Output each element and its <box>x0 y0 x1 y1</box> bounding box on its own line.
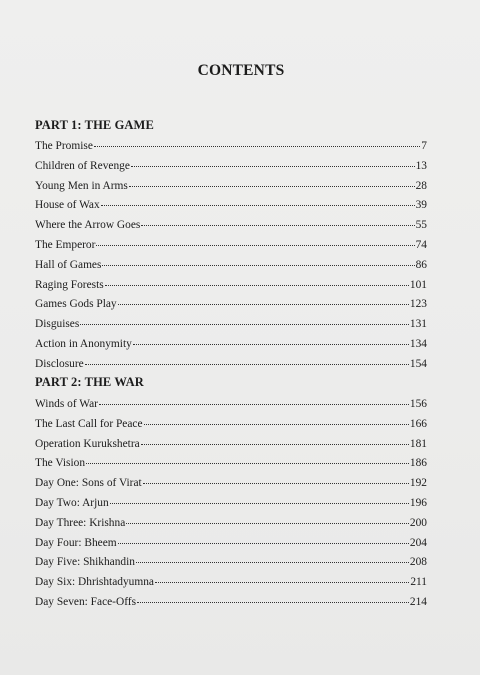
toc-entry <box>35 477 427 497</box>
toc-entry <box>35 160 427 180</box>
toc-entry <box>35 438 427 458</box>
toc-entry-title: The Promise <box>35 140 93 152</box>
toc-entry-title: Day One: Sons of Virat <box>35 477 142 490</box>
part-1-toc-list <box>35 140 427 378</box>
dot-leader <box>99 404 409 405</box>
dot-leader <box>136 562 409 563</box>
toc-entry-page-number: 134 <box>409 337 427 350</box>
toc-entry-page-number: 186 <box>409 457 427 470</box>
toc-entry <box>35 199 427 219</box>
dot-leader <box>131 166 415 167</box>
toc-entry-title: Day Two: Arjun <box>35 496 109 509</box>
page-title: CONTENTS <box>197 62 285 79</box>
toc-entry-title: Children of Revenge <box>35 159 130 172</box>
toc-entry-page-number: 200 <box>409 516 427 529</box>
dot-leader <box>141 444 409 445</box>
toc-entry <box>35 418 427 438</box>
part-2-heading: PART 2: THE WAR <box>35 375 144 389</box>
toc-entry <box>35 298 427 318</box>
dot-leader <box>118 543 409 544</box>
dot-leader <box>102 265 414 266</box>
toc-entry-title: Day Six: Dhrishtadyumna <box>35 576 154 589</box>
toc-entry-page-number: 131 <box>409 318 427 331</box>
dot-leader <box>143 483 409 484</box>
toc-entry-page-number: 208 <box>409 556 427 569</box>
dot-leader <box>96 245 414 246</box>
toc-entry-title: The Vision <box>35 457 86 470</box>
toc-entry-page-number: 74 <box>415 238 427 251</box>
toc-entry-title: Day Five: Shikhandin <box>35 556 135 569</box>
toc-entry <box>35 259 427 279</box>
toc-entry <box>35 219 427 239</box>
toc-entry-title: Raging Forests <box>35 278 104 291</box>
toc-entry-title: The Last Call for Peace <box>35 417 143 430</box>
toc-entry-title: Games Gods Play <box>35 298 117 311</box>
dot-leader <box>137 602 409 603</box>
toc-entry-page-number: 55 <box>415 219 427 232</box>
toc-entry-page-number: 204 <box>409 536 427 549</box>
toc-entry-page-number: 28 <box>415 179 427 192</box>
dot-leader <box>118 304 409 305</box>
toc-entry-page-number: 192 <box>409 477 427 490</box>
dot-leader <box>105 285 409 286</box>
part-2-toc-list <box>35 398 427 616</box>
toc-entry-title: The Emperor <box>35 238 96 251</box>
toc-entry <box>35 576 427 596</box>
toc-entry <box>35 180 427 200</box>
dot-leader <box>101 205 415 206</box>
dot-leader <box>155 582 409 583</box>
toc-entry-page-number: 101 <box>409 278 427 291</box>
dot-leader <box>85 364 409 365</box>
toc-entry-title: Operation Kurukshetra <box>35 437 140 450</box>
dot-leader <box>133 344 409 345</box>
toc-entry-title: Where the Arrow Goes <box>35 219 141 232</box>
toc-entry-title: Disclosure <box>35 357 84 370</box>
toc-entry-title: Disguises <box>35 318 80 331</box>
toc-entry-title: Day Seven: Face-Offs <box>35 595 137 608</box>
toc-entry-page-number: 123 <box>409 298 427 311</box>
toc-entry <box>35 398 427 418</box>
dot-leader <box>110 503 409 504</box>
toc-entry-title: Day Three: Krishna <box>35 516 126 529</box>
toc-entry-page-number: 156 <box>409 398 427 410</box>
toc-entry-title: Winds of War <box>35 398 98 410</box>
toc-entry-page-number: 39 <box>415 199 427 212</box>
part-1-heading: PART 1: THE GAME <box>35 118 154 132</box>
toc-entry-page-number: 211 <box>410 576 427 589</box>
toc-entry-page-number: 196 <box>409 496 427 509</box>
dot-leader <box>94 146 420 147</box>
toc-entry <box>35 140 427 160</box>
toc-entry-page-number: 166 <box>409 417 427 430</box>
toc-entry <box>35 596 427 616</box>
toc-entry <box>35 279 427 299</box>
dot-leader <box>86 463 409 464</box>
toc-entry <box>35 497 427 517</box>
toc-entry-page-number: 13 <box>415 159 427 172</box>
toc-entry-title: House of Wax <box>35 199 100 212</box>
toc-entry <box>35 239 427 259</box>
toc-entry <box>35 338 427 358</box>
toc-entry <box>35 517 427 537</box>
dot-leader <box>129 186 415 187</box>
toc-entry-page-number: 214 <box>409 595 427 608</box>
dot-leader <box>126 523 409 524</box>
toc-entry-page-number: 154 <box>409 357 427 370</box>
toc-entry-title: Hall of Games <box>35 258 102 271</box>
toc-entry-title: Action in Anonymity <box>35 337 132 350</box>
toc-entry-title: Young Men in Arms <box>35 179 128 192</box>
toc-entry <box>35 537 427 557</box>
toc-entry-title: Day Four: Bheem <box>35 536 117 549</box>
toc-entry-page-number: 181 <box>409 437 427 450</box>
dot-leader <box>80 324 409 325</box>
toc-entry <box>35 318 427 338</box>
dot-leader <box>144 424 409 425</box>
toc-entry <box>35 556 427 576</box>
toc-entry-page-number: 7 <box>421 140 427 152</box>
dot-leader <box>141 225 414 226</box>
toc-entry-page-number: 86 <box>415 258 427 271</box>
toc-entry <box>35 457 427 477</box>
